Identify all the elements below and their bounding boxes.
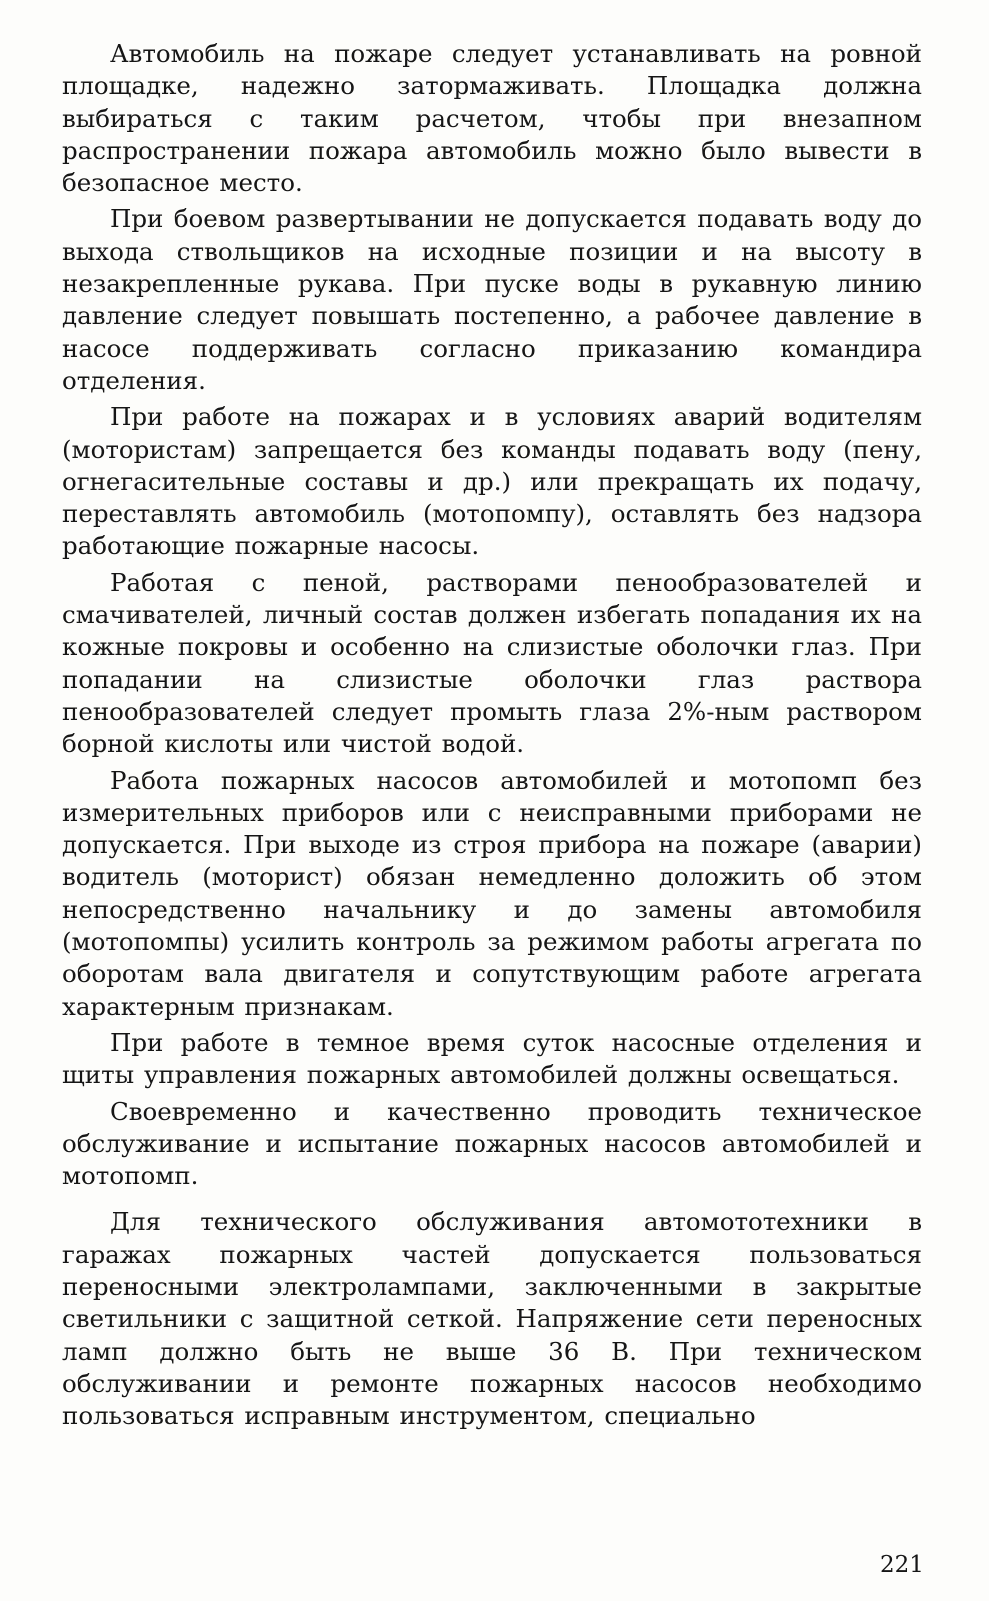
paragraph-6: При работе в темное время суток насосные отделения и щиты управления пожарных автомобилей должны освещаться. — [62, 1027, 922, 1090]
page-number: 221 — [880, 1552, 924, 1578]
paragraph-5: Работа пожарных насосов автомобилей и мотопомп без измерительных приборов или с неисправными приборами не допускается. При выходе из строя прибора на пожаре (аварии) водитель (моторист) обязан немедленно доложить об этом непосредственно начальнику и до замены автомобиля (мотопомпы) усилить контроль за режимом работы агрегата по оборотам вала двигателя и сопутствующим работе агрегата характерным признакам. — [62, 765, 922, 1021]
paragraph-7: Своевременно и качественно проводить техническое обслуживание и испытание пожарных насосов автомобилей и мотопомп. — [62, 1096, 922, 1191]
paragraph-1: Автомобиль на пожаре следует устанавливать на ровной площадке, надежно затормаживать. Площадка должна выбираться с таким расчетом, чтобы при внезапном распространении пожара автомобиль можно было вывести в безопасное место. — [62, 39, 922, 198]
paragraph-8: Для технического обслуживания автомототехники в гаражах пожарных частей допускается пользоваться переносными электролампами, заключенными в закрытые светильники с защитной сеткой. Напряжение сети переносных ламп должно быть не выше 36 В. При техническом обслуживании и ремонте пожарных насосов необходимо пользоваться исправным инструментом, специально — [62, 1207, 922, 1431]
paragraph-2: При боевом развертывании не допускается подавать воду до выхода ствольщиков на исходные позиции и на высоту в незакрепленные рукава. При пуске воды в рукавную линию давление следует повышать постепенно, а рабочее давление в насосе поддерживать согласно приказанию командира отделения. — [62, 204, 922, 395]
paragraph-4: Работая с пеной, растворами пенообразователей и смачивателей, личный состав должен избегать попадания их на кожные покровы и особенно на слизистые оболочки глаз. При попадании на слизистые оболочки глаз раствора пенообразователей следует промыть глаза 2%-ным раствором борной кислоты или чистой водой. — [62, 567, 922, 759]
paragraph-3: При работе на пожарах и в условиях аварий водителям (мотористам) запрещается без команды подавать воду (пену, огнегасительные составы и др.) или прекращать их подачу, переставлять автомобиль (мотопомпу), оставлять без надзора работающие пожарные насосы. — [62, 402, 922, 561]
body-text — [62, 38, 922, 1436]
